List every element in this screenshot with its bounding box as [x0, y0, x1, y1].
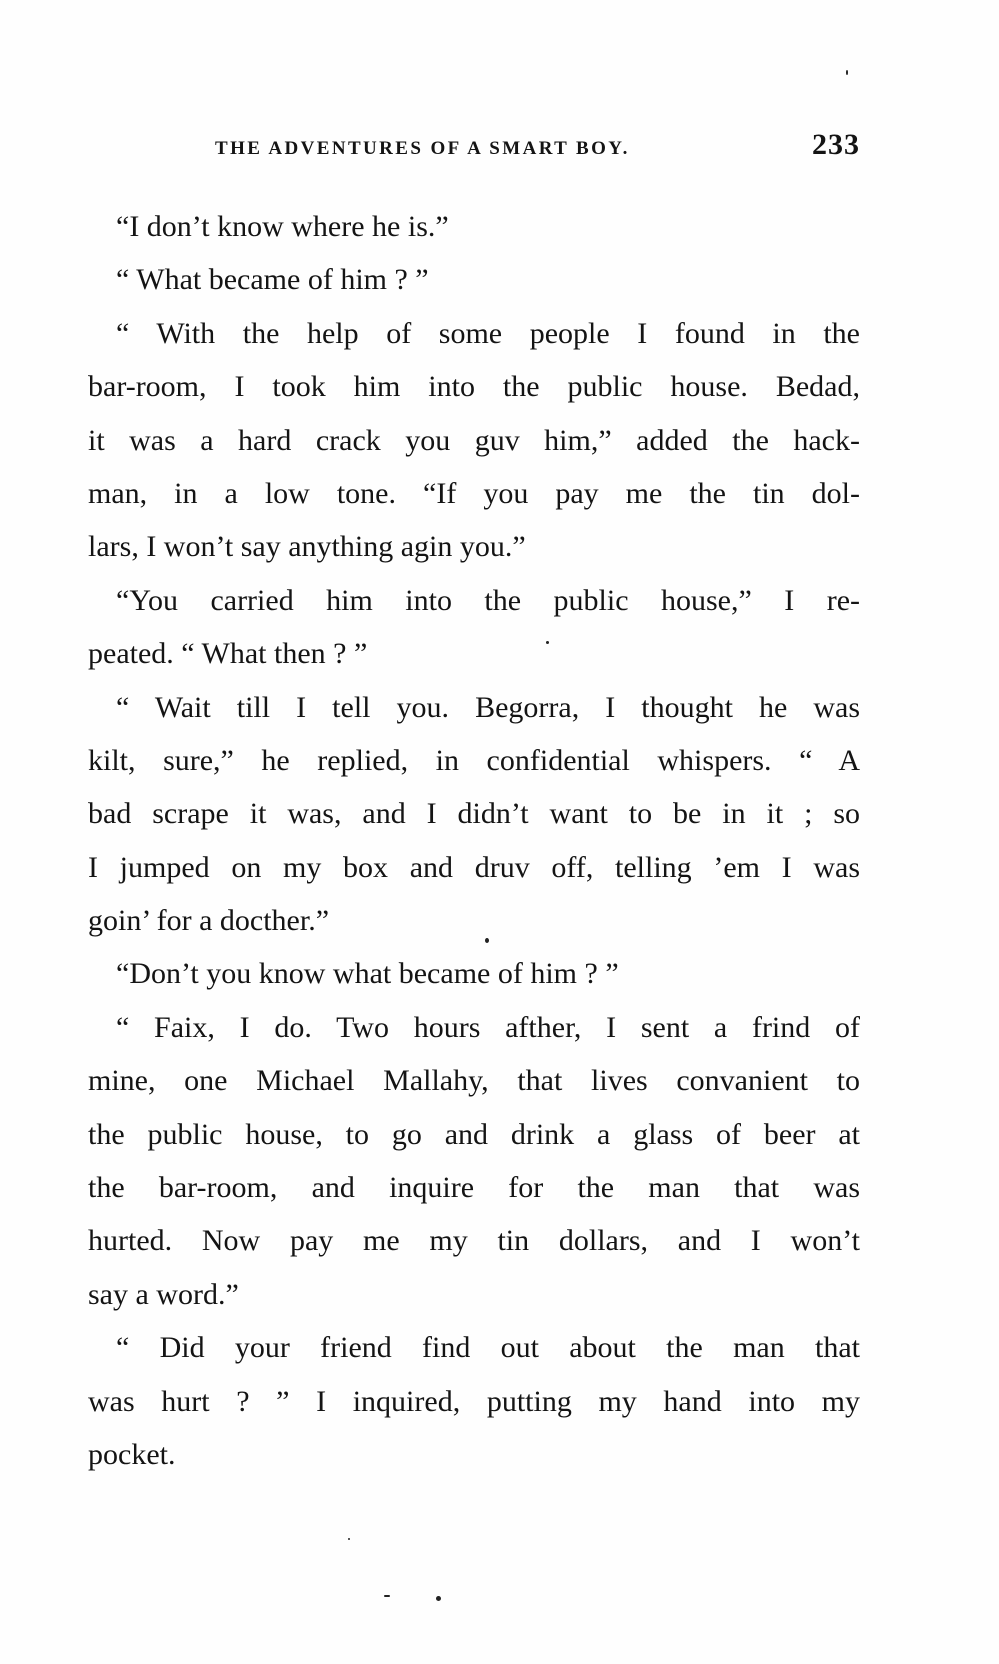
text-line: the bar-room, and inquire for the man that was — [88, 1171, 860, 1205]
text-line: kilt, sure,” he replied, in confidential whispers. “ A — [88, 743, 860, 777]
text-line: pocket. — [88, 1437, 176, 1471]
running-title: THE ADVENTURES OF A SMART BOY. — [215, 138, 630, 159]
text-line: was hurt ? ” I inquired, putting my hand into my — [88, 1384, 860, 1418]
text-line: say a word.” — [88, 1277, 239, 1311]
text-line: bad scrape it was, and I didn’t want to be in it ; so — [88, 797, 860, 831]
text-line: “ With the help of some people I found in the — [116, 316, 860, 350]
text-line: “ Wait till I tell you. Begorra, I thought he was — [116, 690, 860, 724]
text-line: “ Did your friend find out about the man that — [116, 1331, 860, 1365]
page-number: 233 — [812, 128, 860, 161]
print-speck — [436, 1596, 441, 1601]
text-line: man, in a low tone. “If you pay me the tin dol- — [88, 476, 860, 510]
page-header — [88, 128, 860, 168]
text-line: I jumped on my box and druv off, telling ’em I was — [88, 850, 860, 884]
text-line: the public house, to go and drink a glass of beer at — [88, 1117, 860, 1151]
print-speck — [846, 70, 848, 75]
text-line: goin’ for a docther.” — [88, 904, 330, 938]
text-line: “Don’t you know what became of him ? ” — [116, 957, 619, 991]
text-line: “ Faix, I do. Two hours afther, I sent a frind of — [116, 1010, 860, 1044]
body-text — [88, 200, 860, 1481]
text-line: “ What became of him ? ” — [116, 263, 429, 297]
print-speck — [384, 1595, 390, 1597]
text-line: peated. “ What then ? ” — [88, 637, 368, 671]
text-line: it was a hard crack you guv him,” added the hack- — [88, 423, 860, 457]
text-line: “You carried him into the public house,” I re- — [116, 583, 860, 617]
print-speck — [546, 641, 549, 644]
text-line: lars, I won’t say anything agin you.” — [88, 530, 526, 564]
text-line: mine, one Michael Mallahy, that lives convanient to — [88, 1064, 860, 1098]
text-line: hurted. Now pay me my tin dollars, and I won’t — [88, 1224, 860, 1258]
print-speck — [348, 1538, 350, 1540]
text-line: bar-room, I took him into the public house. Bedad, — [88, 370, 860, 404]
print-speck — [485, 938, 489, 943]
text-line: “I don’t know where he is.” — [116, 210, 449, 243]
